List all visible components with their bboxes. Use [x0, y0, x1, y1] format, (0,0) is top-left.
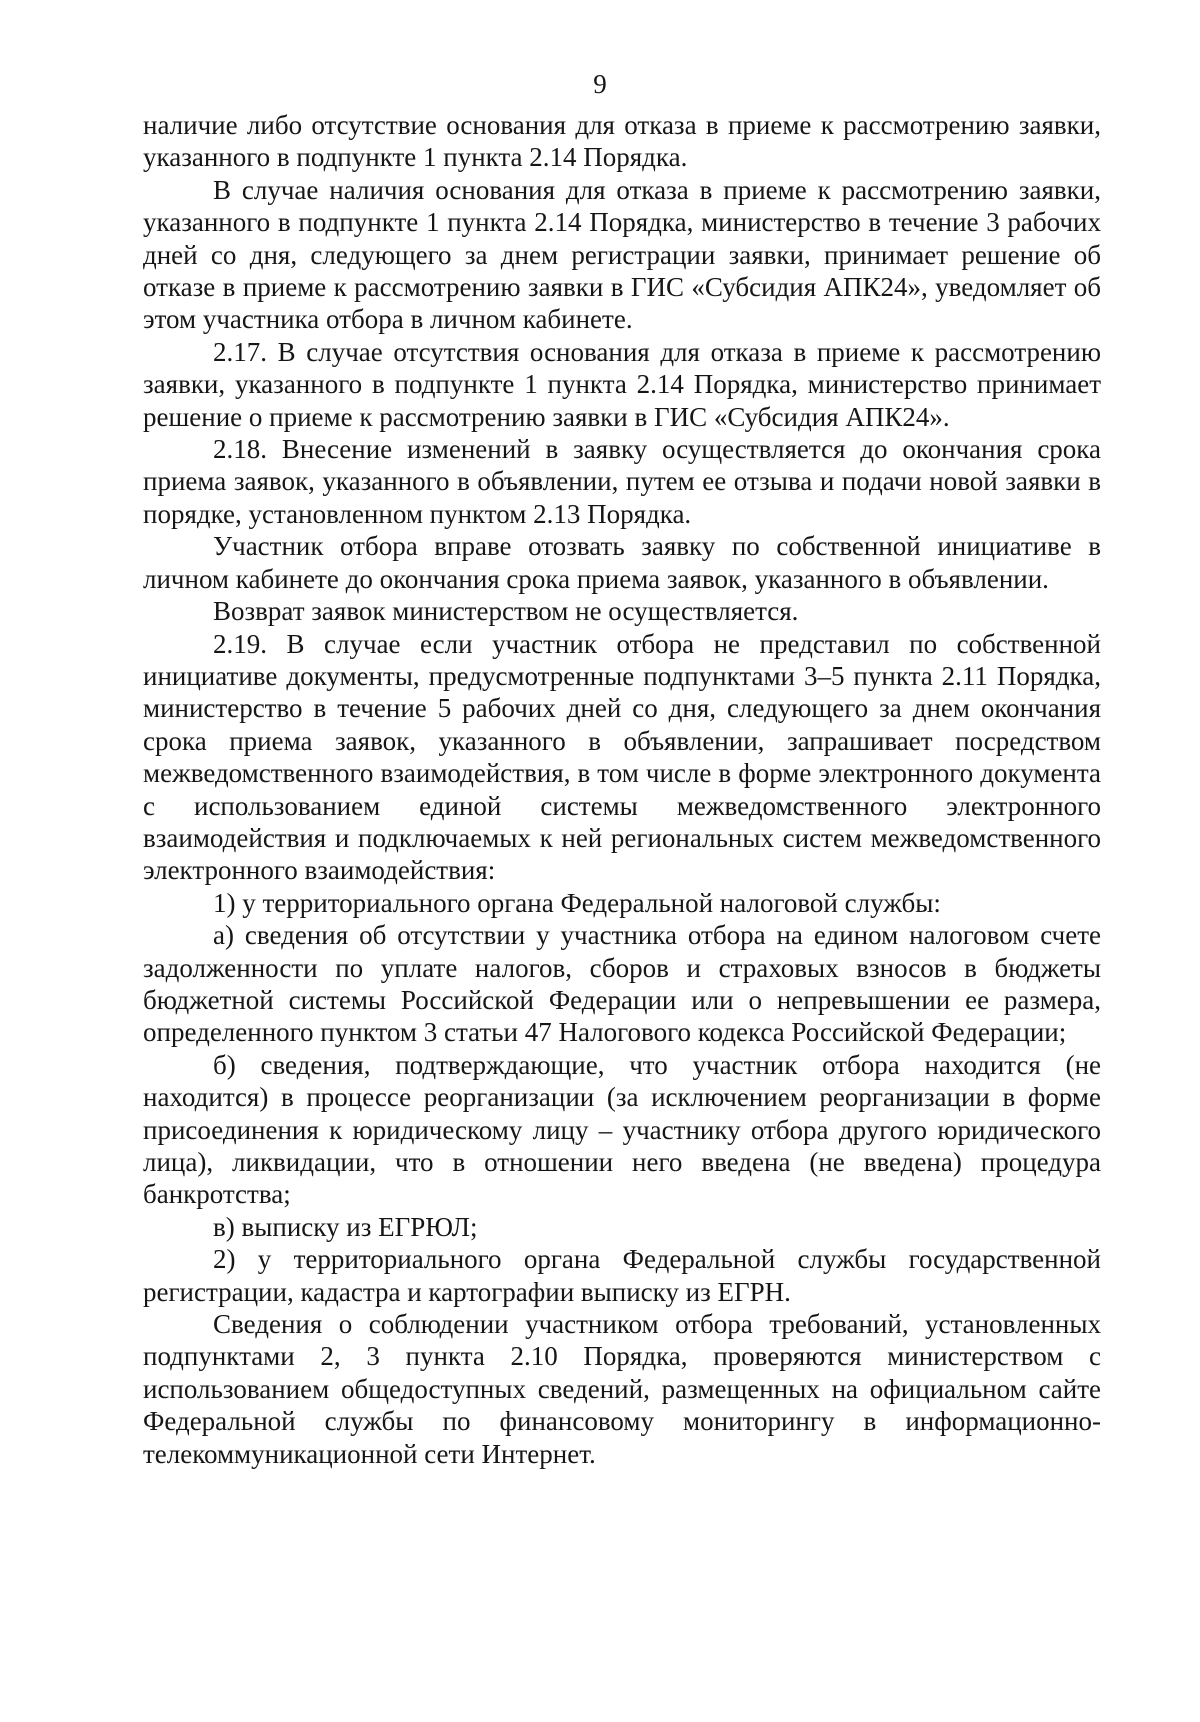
list-item-2: 2) у территориального органа Федеральной службы государственной регистрации, кадастра и картографии выписку из ЕГРН. — [143, 1244, 1101, 1307]
paragraph-no-return: Возврат заявок министерством не осуществляется. — [213, 596, 799, 627]
list-item-1: 1) у территориального органа Федеральной налоговой службы: — [213, 887, 941, 918]
paragraph-compliance-check: Сведения о соблюдении участником отбора требований, установленных подпунктами 2, 3 пункта 2.10 Порядка, проверяются министерством с использованием общедоступных сведений, размещенных на официальном сайте Федеральной службы по финансовому мониторингу в информационно-телекоммуникационной сети Интернет. — [143, 1309, 1101, 1469]
list-item-1a: а) сведения об отсутствии у участника отбора на едином налоговом счете задолженности по уплате налогов, сборов и страховых взносов в бюджеты бюджетной системы Российской Федерации или о непревышении ее размера, определенного пунктом 3 статьи 47 Налогового кодекса Российской Федерации; — [143, 920, 1101, 1048]
page-number: 9 — [593, 69, 607, 99]
paragraph-continuation: наличие либо отсутствие основания для отказа в приеме к рассмотрению заявки, указанного в подпункте 1 пункта 2.14 Порядка. — [143, 110, 1101, 173]
paragraph-withdraw-application: Участник отбора вправе отозвать заявку по собственной инициативе в личном кабинете до окончания срока приема заявок, указанного в объявлении. — [143, 531, 1101, 594]
paragraph-2-18: 2.18. Внесение изменений в заявку осуществляется до окончания срока приема заявок, указанного в объявлении, путем ее отзыва и подачи новой заявки в порядке, установленном пунктом 2.13 Порядка. — [143, 434, 1101, 529]
paragraph-refusal-case: В случае наличия основания для отказа в приеме к рассмотрению заявки, указанного в подпункте 1 пункта 2.14 Порядка, министерство в течение 3 рабочих дней со дня, следующего за днем регистрации заявки, принимает решение об отказе в приеме к рассмотрению заявки в ГИС «Субсидия АПК24», уведомляет об этом участника отбора в личном кабинете. — [143, 174, 1101, 335]
list-item-1c: в) выписку из ЕГРЮЛ; — [213, 1211, 478, 1242]
list-item-1b: б) сведения, подтверждающие, что участник отбора находится (не находится) в процессе реорганизации (за исключением реорганизации в форме присоединения к юридическому лицу – участнику отбора другого юридического лица), ликвидации, что в отношении него введена (не введена) процедура банкротства; — [143, 1049, 1101, 1210]
document-body — [143, 109, 1101, 1470]
paragraph-2-17: 2.17. В случае отсутствия основания для отказа в приеме к рассмотрению заявки, указанного в подпункте 1 пункта 2.14 Порядка, министерство принимает решение о приеме к рассмотрению заявки в ГИС «Субсидия АПК24». — [143, 336, 1101, 432]
paragraph-2-19: 2.19. В случае если участник отбора не представил по собственной инициативе документы, предусмотренные подпунктами 3–5 пункта 2.11 Порядка, министерство в течение 5 рабочих дней со дня, следующего за днем окончания срока приема заявок, указанного в объявлении, запрашивает посредством межведомственного взаимодействия, в том числе в форме электронного документа с использованием единой системы межведомственного электронного взаимодействия и подключаемых к ней региональных систем межведомственного электронного взаимодействия: — [143, 628, 1101, 886]
